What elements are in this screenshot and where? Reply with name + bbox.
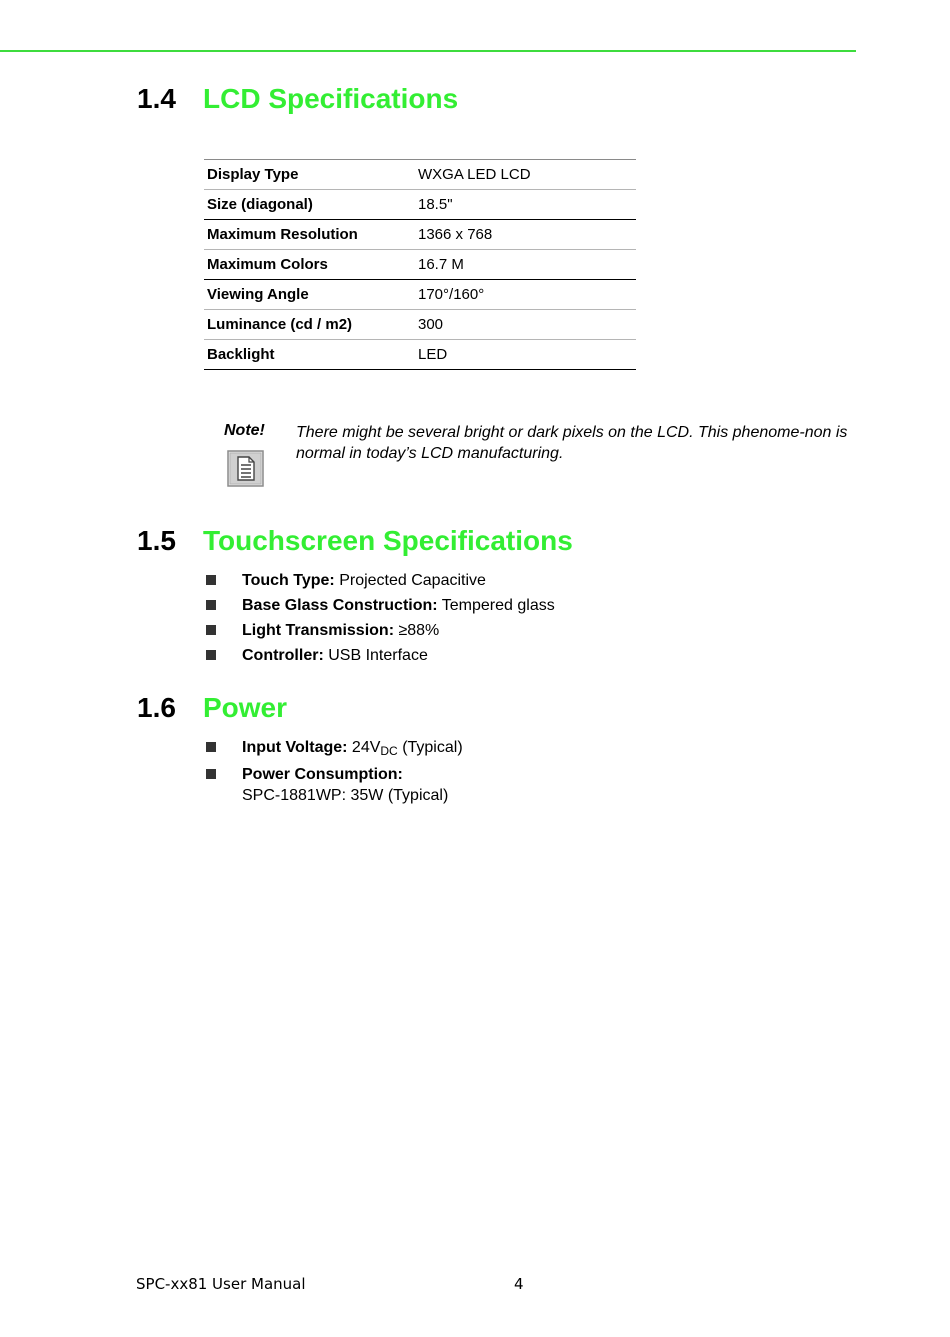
spec-label: Viewing Angle (204, 280, 415, 310)
spec-value: 16.7 M (415, 250, 636, 280)
spec-label: Maximum Resolution (204, 220, 415, 250)
lcd-spec-table (204, 159, 636, 370)
item-value: Tempered glass (441, 597, 555, 614)
document-note-icon (227, 450, 264, 487)
list-item (205, 764, 463, 806)
section-number: 1.5 (137, 525, 176, 556)
section-title: LCD Specifications (203, 83, 459, 114)
spec-value: WXGA LED LCD (415, 160, 636, 190)
spec-label: Display Type (204, 160, 415, 190)
item-value-suffix: (Typical) (402, 739, 463, 756)
section-number: 1.6 (137, 692, 176, 723)
spec-value: LED (415, 340, 636, 370)
list-item (205, 737, 463, 758)
section-title: Power (203, 692, 288, 723)
section-heading-lcd (137, 82, 458, 116)
item-value: USB Interface (328, 647, 428, 664)
item-label: Base Glass Construction: (242, 597, 438, 614)
item-value: 24V (351, 739, 381, 756)
item-label: Touch Type: (242, 572, 335, 589)
item-value: Projected Capacitive (339, 572, 486, 589)
table-row (204, 280, 636, 310)
spec-label: Maximum Colors (204, 250, 415, 280)
item-label: Input Voltage: (242, 739, 348, 756)
section-heading-touchscreen (137, 524, 573, 558)
spec-label: Backlight (204, 340, 415, 370)
touchscreen-spec-list (205, 570, 555, 670)
header-rule (0, 50, 856, 52)
item-value: ≥88% (398, 622, 440, 639)
list-item (205, 645, 555, 670)
table-row (204, 310, 636, 340)
square-bullet-icon (206, 742, 216, 752)
list-item (205, 570, 555, 595)
spec-label: Size (diagonal) (204, 190, 415, 220)
item-label: Light Transmission: (242, 622, 395, 639)
table-row (204, 220, 636, 250)
item-label: Controller: (242, 647, 324, 664)
power-spec-list (205, 737, 463, 812)
note-text: There might be several bright or dark pixels on the LCD. This phenome-non is normal in today’s LCD manufacturing. (296, 424, 848, 462)
footer-page-number: 4 (514, 1275, 524, 1293)
item-value-subscript: DC (380, 744, 398, 758)
table-row (204, 160, 636, 190)
item-label: Power Consumption: (242, 766, 403, 783)
square-bullet-icon (206, 625, 216, 635)
spec-value: 170°/160° (415, 280, 636, 310)
square-bullet-icon (206, 650, 216, 660)
square-bullet-icon (206, 575, 216, 585)
square-bullet-icon (206, 769, 216, 779)
item-value: SPC-1881WP: 35W (Typical) (242, 787, 449, 804)
spec-value: 1366 x 768 (415, 220, 636, 250)
note-label: Note! (224, 422, 265, 439)
spec-value: 300 (415, 310, 636, 340)
section-heading-power (137, 691, 287, 725)
list-item (205, 620, 555, 645)
section-number: 1.4 (137, 83, 176, 114)
list-item (205, 595, 555, 620)
table-row (204, 340, 636, 370)
spec-label: Luminance (cd / m2) (204, 310, 415, 340)
table-row (204, 250, 636, 280)
section-title: Touchscreen Specifications (203, 525, 573, 556)
footer-manual-title: SPC-xx81 User Manual (136, 1275, 306, 1293)
square-bullet-icon (206, 600, 216, 610)
table-row (204, 190, 636, 220)
spec-value: 18.5" (415, 190, 636, 220)
